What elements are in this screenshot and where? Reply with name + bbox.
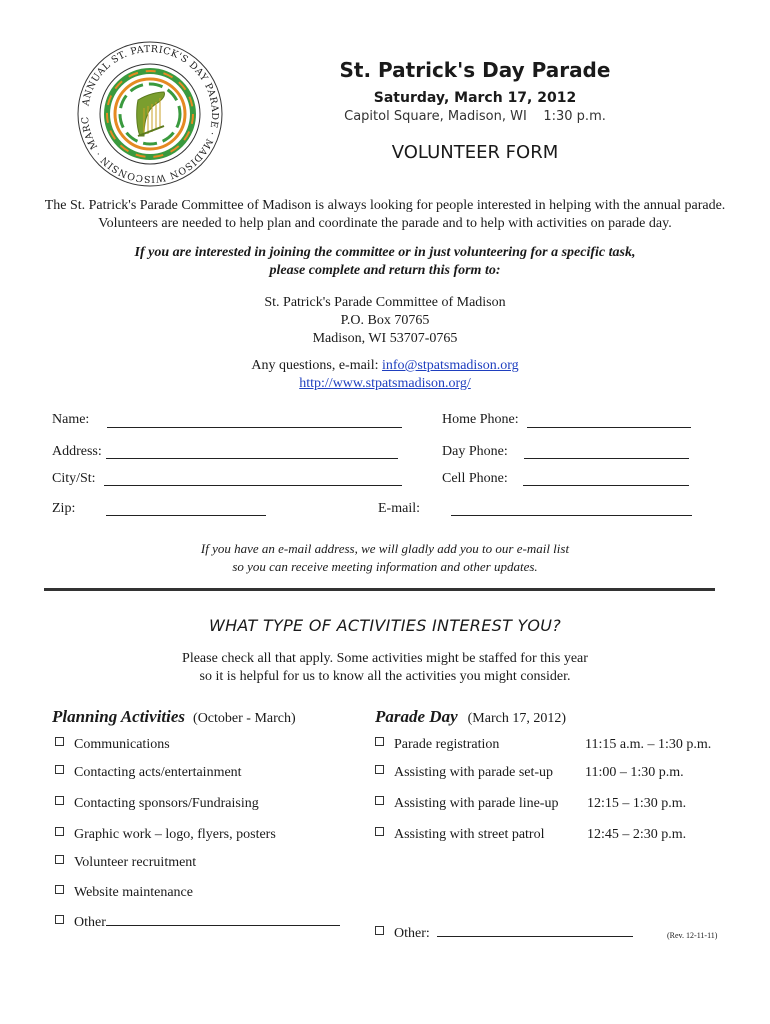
parade-title: St. Patrick's Day Parade [339, 58, 611, 82]
day-phone-field[interactable] [524, 458, 689, 459]
parade-day-item-label: Parade registration [394, 737, 500, 752]
parade-date: Saturday, March 17, 2012 [373, 90, 577, 106]
planning-item-label: Graphic work – logo, flyers, posters [74, 827, 276, 842]
checkbox-icon[interactable] [55, 855, 64, 864]
day-phone-label: Day Phone: [442, 444, 508, 459]
checkbox-icon[interactable] [55, 885, 64, 894]
email-label: E-mail: [378, 501, 420, 516]
parade-day-time: 11:00 – 1:30 p.m. [585, 765, 684, 780]
checkbox-icon[interactable] [55, 827, 64, 836]
address-label: Address: [52, 444, 102, 459]
parade-day-time: 12:15 – 1:30 p.m. [587, 796, 687, 811]
parade-day-item[interactable] [375, 796, 558, 812]
parade-day-item-label: Assisting with street patrol [394, 827, 545, 842]
parade-day-other[interactable] [375, 926, 633, 942]
parade-day-item-label: Assisting with parade line-up [394, 796, 559, 811]
parade-day-title: Parade Day [375, 707, 458, 726]
planning-item[interactable] [55, 765, 242, 781]
other-planning-field[interactable] [106, 925, 340, 926]
section-divider [44, 588, 715, 591]
checkbox-icon[interactable] [55, 765, 64, 774]
parade-day-range: (March 17, 2012) [467, 711, 566, 726]
planning-item-other[interactable] [55, 915, 340, 931]
revision-note: (Rev. 12-11-11) [667, 931, 718, 940]
checkbox-icon[interactable] [375, 926, 384, 935]
checkbox-icon[interactable] [55, 737, 64, 746]
checkbox-icon[interactable] [375, 737, 384, 746]
contact-website [40, 376, 730, 392]
address-line-3: Madison, WI 53707-0765 [312, 331, 458, 346]
website-link[interactable]: http://www.stpatsmadison.org/ [299, 376, 471, 391]
parade-day-item[interactable] [375, 737, 499, 753]
parade-day-item[interactable] [375, 765, 553, 781]
activities-note-line-1: Please check all that apply. Some activities might be staffed for this year [182, 651, 588, 666]
email-note-line-2: so you can receive meeting information and other updates. [232, 559, 538, 574]
planning-item[interactable] [55, 855, 196, 871]
parade-day-item-label: Assisting with parade set-up [394, 765, 554, 780]
planning-item-label: Volunteer recruitment [74, 855, 197, 870]
planning-item-label: Contacting sponsors/Fundraising [74, 796, 259, 811]
city-state-field[interactable] [104, 485, 402, 486]
parade-day-item[interactable] [375, 827, 545, 843]
form-title: VOLUNTEER FORM [391, 142, 559, 163]
activities-heading: WHAT TYPE OF ACTIVITIES INTEREST YOU? [208, 616, 562, 635]
name-label: Name: [52, 412, 90, 427]
planning-item[interactable] [55, 737, 170, 753]
cell-phone-label: Cell Phone: [442, 471, 508, 486]
home-phone-label: Home Phone: [442, 412, 519, 427]
zip-label: Zip: [52, 501, 76, 516]
checkbox-icon[interactable] [55, 915, 64, 924]
parade-time: 1:30 p.m. [543, 109, 606, 124]
instruction-line-2: please complete and return this form to: [269, 263, 501, 278]
checkbox-icon[interactable] [375, 796, 384, 805]
checkbox-icon[interactable] [375, 765, 384, 774]
parade-location-time [330, 109, 620, 124]
cell-phone-field[interactable] [523, 485, 689, 486]
parade-day-other-label: Other: [394, 926, 430, 941]
address-line-2: P.O. Box 70765 [340, 313, 430, 328]
home-phone-field[interactable] [527, 427, 691, 428]
name-field[interactable] [107, 427, 402, 428]
zip-field[interactable] [106, 515, 266, 516]
activities-note-line-2: so it is helpful for us to know all the activities you might consider. [199, 669, 571, 684]
other-parade-day-field[interactable] [437, 936, 633, 937]
mailing-address [40, 294, 730, 348]
planning-title: Planning Activities [52, 707, 186, 726]
parade-day-time: 12:45 – 2:30 p.m. [587, 827, 687, 842]
address-line-1: St. Patrick's Parade Committee of Madison [264, 295, 506, 310]
email-field[interactable] [451, 515, 692, 516]
parade-location: Capitol Square, Madison, WI [344, 109, 527, 124]
planning-item-label: Communications [74, 737, 170, 752]
planning-header [52, 707, 296, 727]
email-note-line-1: If you have an e-mail address, we will gladly add you to our e-mail list [200, 541, 570, 556]
city-state-label: City/St: [52, 471, 96, 486]
email-link[interactable]: info@stpatsmadison.org [381, 358, 519, 373]
parade-day-time: 11:15 a.m. – 1:30 p.m. [585, 737, 712, 752]
parade-logo [74, 38, 226, 190]
planning-item[interactable] [55, 796, 259, 812]
planning-item-label: Website maintenance [74, 885, 193, 900]
address-field[interactable] [106, 458, 398, 459]
parade-day-header [375, 707, 566, 727]
checkbox-icon[interactable] [55, 796, 64, 805]
checkbox-icon[interactable] [375, 827, 384, 836]
planning-item[interactable] [55, 885, 193, 901]
planning-range: (October - March) [193, 711, 296, 726]
planning-item[interactable] [55, 827, 276, 843]
contact-questions [40, 358, 730, 374]
intro-paragraph: The St. Patrick's Parade Committee of Madison is always looking for people interested in helping with the annual parade. Volunteers are needed to help plan and coordinate the parade and to help with activities on parade day. [44, 198, 726, 231]
instruction-line-1: If you are interested in joining the committee or in just volunteering for a specific task, [134, 245, 636, 260]
planning-item-label: Contacting acts/entertainment [74, 765, 242, 780]
celtic-harp-logo-icon [74, 38, 226, 190]
planning-item-label: Other [74, 915, 106, 930]
questions-label: Any questions, e-mail: [251, 358, 379, 373]
svg-text:ANNUAL ST. PATRICK'S DAY PARAD: ANNUAL ST. PATRICK'S DAY PARADE · MADISON WISCONSIN · MARC [79, 43, 221, 185]
